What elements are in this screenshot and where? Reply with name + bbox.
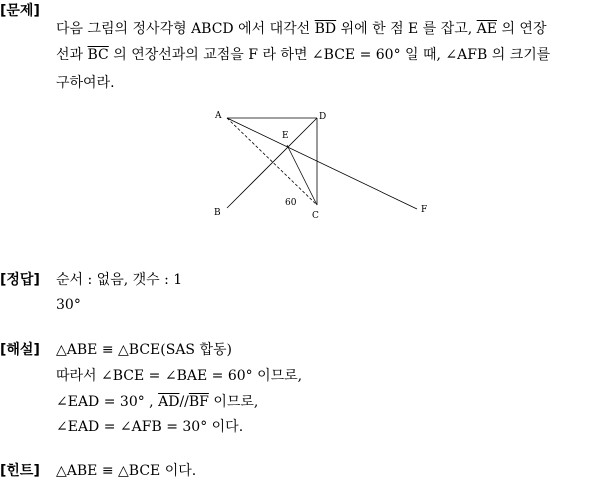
problem-line-2 xyxy=(56,46,550,64)
diagonal-bd xyxy=(227,118,317,208)
explanation-line-1: △ABE ≡ △BCE(SAS 합동) xyxy=(56,342,232,358)
point-f-label: F xyxy=(421,205,428,215)
answer-line-2: 30° xyxy=(56,297,81,313)
parallel-sign: // xyxy=(179,394,189,410)
problem-label: [문제] xyxy=(0,3,40,19)
problem-line-2-text-a: 선과 xyxy=(56,47,88,63)
segment-bf: $\overline{BF}$ xyxy=(188,394,209,410)
explanation-label: [해설] xyxy=(0,342,40,358)
hint-label: [힌트] xyxy=(0,463,40,479)
explanation-line-4: ∠EAD = ∠AFB = 30° 이다. xyxy=(56,419,244,435)
answer-label: [정답] xyxy=(0,272,40,288)
problem-line-1-text-b: 위에 한 점 E 를 잡고, xyxy=(336,21,477,37)
problem-line-1-text-a: 다음 그림의 정사각형 ABCD 에서 대각선 xyxy=(56,21,315,37)
angle-60-label: 60 xyxy=(285,198,297,208)
answer-line-1: 순서 : 없음, 갯수 : 1 xyxy=(56,272,183,288)
explanation-line-3-text-a: ∠EAD = 30° , xyxy=(56,394,159,410)
vertex-c-label: C xyxy=(312,211,319,221)
segment-ad: $\overline{AD}$ xyxy=(158,394,180,410)
explanation-line-2: 따라서 ∠BCE = ∠BAE = 60° 이므로, xyxy=(56,368,303,384)
segment-bc: $\overline{BC}$ xyxy=(87,47,109,63)
explanation-line-3 xyxy=(56,393,258,411)
explanation-line-3-text-b: 이므로, xyxy=(208,394,259,410)
problem-line-1 xyxy=(56,20,546,38)
segment-bd: $\overline{BD}$ xyxy=(314,21,337,37)
geometry-diagram xyxy=(205,102,435,222)
hint-line-1: △ABE ≡ △BCE 이다. xyxy=(56,463,197,479)
line-af xyxy=(227,118,417,209)
vertex-a-label: A xyxy=(215,111,222,121)
segment-ae: $\overline{AE}$ xyxy=(476,21,497,37)
point-e-label: E xyxy=(282,131,289,141)
vertex-b-label: B xyxy=(214,208,221,218)
vertex-d-label: D xyxy=(319,112,327,122)
problem-line-1-text-c: 의 연장 xyxy=(497,21,547,37)
problem-line-3: 구하여라. xyxy=(56,75,115,91)
problem-line-2-text-b: 의 연장선과의 교점을 F 라 하면 ∠BCE = 60° 일 때, ∠AFB 의 크기를 xyxy=(108,47,551,63)
